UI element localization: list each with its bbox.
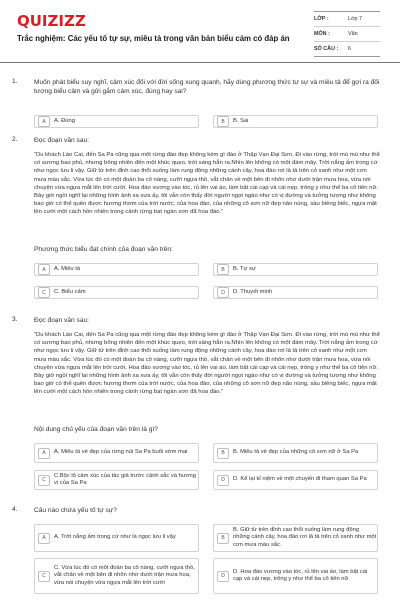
option-letter: A <box>38 533 50 544</box>
option-text: B. Tự sự <box>233 265 256 272</box>
question-text: Muốn phát biểu suy nghĩ, cảm xúc đối với đời sống xung quanh, hãy dùng phương thức tự sự và miêu tả để gợi ra đối tượng biểu cảm và gửi gắm cảm xúc, đúng hay sai? <box>34 79 380 95</box>
option-letter: C <box>38 287 50 298</box>
meta-value: Lớp 7 <box>348 16 363 22</box>
question-text: Câu nào chứa yếu tố tự sự? <box>34 507 117 514</box>
option-letter: A <box>38 448 50 459</box>
quizizz-logo: QUIZIZZ <box>17 12 86 30</box>
worksheet-header <box>10 0 390 62</box>
option-letter: A <box>38 264 50 275</box>
option-letter: A <box>38 116 50 127</box>
option-c[interactable] <box>34 558 199 594</box>
option-letter: B <box>217 116 229 127</box>
question-number: 2. <box>12 136 18 143</box>
option-b[interactable] <box>213 263 378 276</box>
option-text: D. Thuyết minh <box>233 288 273 295</box>
meta-row-count <box>314 42 380 56</box>
option-text: C. Biểu cảm <box>54 288 86 295</box>
question-number: 1. <box>12 78 18 85</box>
option-a[interactable] <box>34 115 199 128</box>
option-text: D. Kể lại kỉ niệm về một chuyến đi tham quan Sa Pa <box>233 476 367 483</box>
option-text: C. Vừa lúc đó có một đoàn ba cô nàng, cưỡi ngựa thồ, vắt chân về một bên đi nhõn nhơ dưới trận mưa hoa, vừa nói chuyện vừa ngựa mắt lên trời cười <box>54 564 195 586</box>
reading-passage: “Du khách Lào Cai, đến Sa Pa cũng qua một rừng đào đẹp không kém gì đào ở Thập Vạn Đại Sơn. Đi vào rừng, trời mù mù như thể có sương bao phủ, nhưng bông nhiên đến một khúc quẹo, trời sáng hẳn ra.Nhìn lên không có một đám mây. Trời nắng ấm trong cứ như ngọc lưu li vậy. Giữ từ trên đỉnh cao thổi xuống làm rung động những cánh cây, hoa đào rơi lả tả trên cỏ xanh như một cơn mưa màu sắc. Vừa lúc đó có một đoàn ba cô nàng, cưỡi ngựa thồ, vắt chân về một bên đi nhõn nhơ dưới trận mưa hoa, vừa nói chuyện vừa ngựa mắt lên trời cười. Hoa đào vương vào tóc, rủ lên vai áo, làm bật cái cạp và cái nẹp, trông y như thể ba cô tiên nữ. Bây giờ ngồi nghĩ lại những hình ảnh xa xưa ấy, tôi vẫn còn thấy đời người ngọt ngào như có vị đường và tưởng tượng như không bao giờ có thể quên được hương thơm của trời nước, của hoa đào, của những cô sơn nữ đẹp não nùng, sầu biêng biếc, ngựa mặt lên cười một cách hồn nhiên trong cảnh rừng bạt ngàn sơn đã hoa đào.” <box>34 152 380 216</box>
question-number: 3. <box>12 316 18 323</box>
question-number: 4. <box>12 506 18 513</box>
option-letter: B <box>217 448 229 459</box>
option-text: B. Giữ từ trên đỉnh cao thổi xuống làm rung động những cánh cây, hoa đào rơi lả tả trên cỏ xanh như một cơn mưa màu sắc. <box>233 526 377 548</box>
option-text: B. Miêu tả vẻ đẹp của những cô sơn nữ ở Sa Pa <box>233 449 359 456</box>
option-b[interactable] <box>213 115 378 128</box>
option-d[interactable] <box>213 558 378 594</box>
meta-table <box>314 11 380 57</box>
option-a[interactable] <box>34 524 199 552</box>
option-c[interactable] <box>34 286 199 299</box>
worksheet-title: Trắc nghiệm: Các yếu tố tự sự, miêu tả trong văn bản biểu cảm có đáp án <box>17 34 290 43</box>
option-letter: C <box>38 475 50 486</box>
option-text: A. Miêu tả <box>54 265 81 272</box>
question-text: Phương thức biểu đạt chính của đoạn văn trên: <box>34 246 173 253</box>
meta-label: MÔN : <box>314 31 330 37</box>
option-b[interactable] <box>213 443 378 463</box>
option-c[interactable] <box>34 470 199 490</box>
meta-label: SỐ CÂU : <box>314 46 339 52</box>
meta-row-grade <box>314 12 380 27</box>
header-divider <box>0 62 400 63</box>
option-text: B. Sai <box>233 117 249 124</box>
meta-value: Văn <box>348 31 358 37</box>
option-d[interactable] <box>213 286 378 299</box>
option-a[interactable] <box>34 443 199 463</box>
question-text: Nội dung chủ yếu của đoạn văn trên là gì? <box>34 426 158 433</box>
option-text: D. Hoa đào vương vào tóc, rủ lên vai áo, làm bật cái cạp và cái nẹp, trông y như thể ba cô tiên nữ <box>233 568 368 582</box>
question-intro: Đọc đoạn văn sau: <box>34 317 89 324</box>
option-letter: B <box>217 533 229 544</box>
reading-passage: “Du khách Lào Cai, đến Sa Pa cũng qua một rừng đào đẹp không kém gì đào ở Thập Vạn Đại Sơn. Đi vào rừng, trời mù mù như thể có sương bao phủ, nhưng bông nhiên đến một khúc quẹo, trời sáng hẳn ra.Nhìn lên không có một đám mây. Trời nắng ấm trong cứ như ngọc lưu li vậy. Giữ từ trên đỉnh cao thổi xuống làm rung động những cánh cây, hoa đào rơi lả tả trên cỏ xanh như một cơn mưa màu sắc. Vừa lúc đó có một đoàn ba cô nàng, cưỡi ngựa thồ, vắt chân về một bên đi nhõn nhơ dưới trận mưa hoa, vừa nói chuyện vừa ngựa mắt lên trời cười. Hoa đào vương vào tóc, rủ lên vai áo, làm bật cái cạp và cái nẹp, trông y như thể ba cô tiên nữ. Bây giờ ngồi nghĩ lại những hình ảnh xa xưa ấy, tôi vẫn còn thấy đời người ngọt ngào như có vị đường và tưởng tượng như không bao giờ có thể quên được hương thơm của trời nước, của hoa đào, của những cô sơn nữ đẹp não nùng, sầu biêng biếc, ngựa mặt lên cười một cách hồn nhiên trong cảnh rừng bạt ngàn sơn đã hoa đào.” <box>34 332 380 396</box>
option-text: A. Trời nắng ấm trong cứ như là ngọc lưu li vậy <box>54 534 176 541</box>
option-letter: C <box>38 571 50 582</box>
option-letter: B <box>217 264 229 275</box>
option-b[interactable] <box>213 524 378 552</box>
meta-row-subject <box>314 27 380 42</box>
option-d[interactable] <box>213 470 378 490</box>
option-letter: D <box>217 571 229 582</box>
option-text: A. Đúng <box>54 117 75 124</box>
meta-value: 6 <box>348 46 351 52</box>
option-text: C.Bộc lộ cảm xúc của tác giả trước cảnh sắc và hương vị của Sa Pa <box>54 472 196 486</box>
option-a[interactable] <box>34 263 199 276</box>
option-text: A. Miêu tả vẻ đẹp của rừng núi Sa Pa buổi sớm mai <box>54 449 188 456</box>
option-letter: D <box>217 475 229 486</box>
meta-label: LỚP : <box>314 16 329 22</box>
question-intro: Đọc đoạn văn sau: <box>34 137 89 144</box>
option-letter: D <box>217 287 229 298</box>
